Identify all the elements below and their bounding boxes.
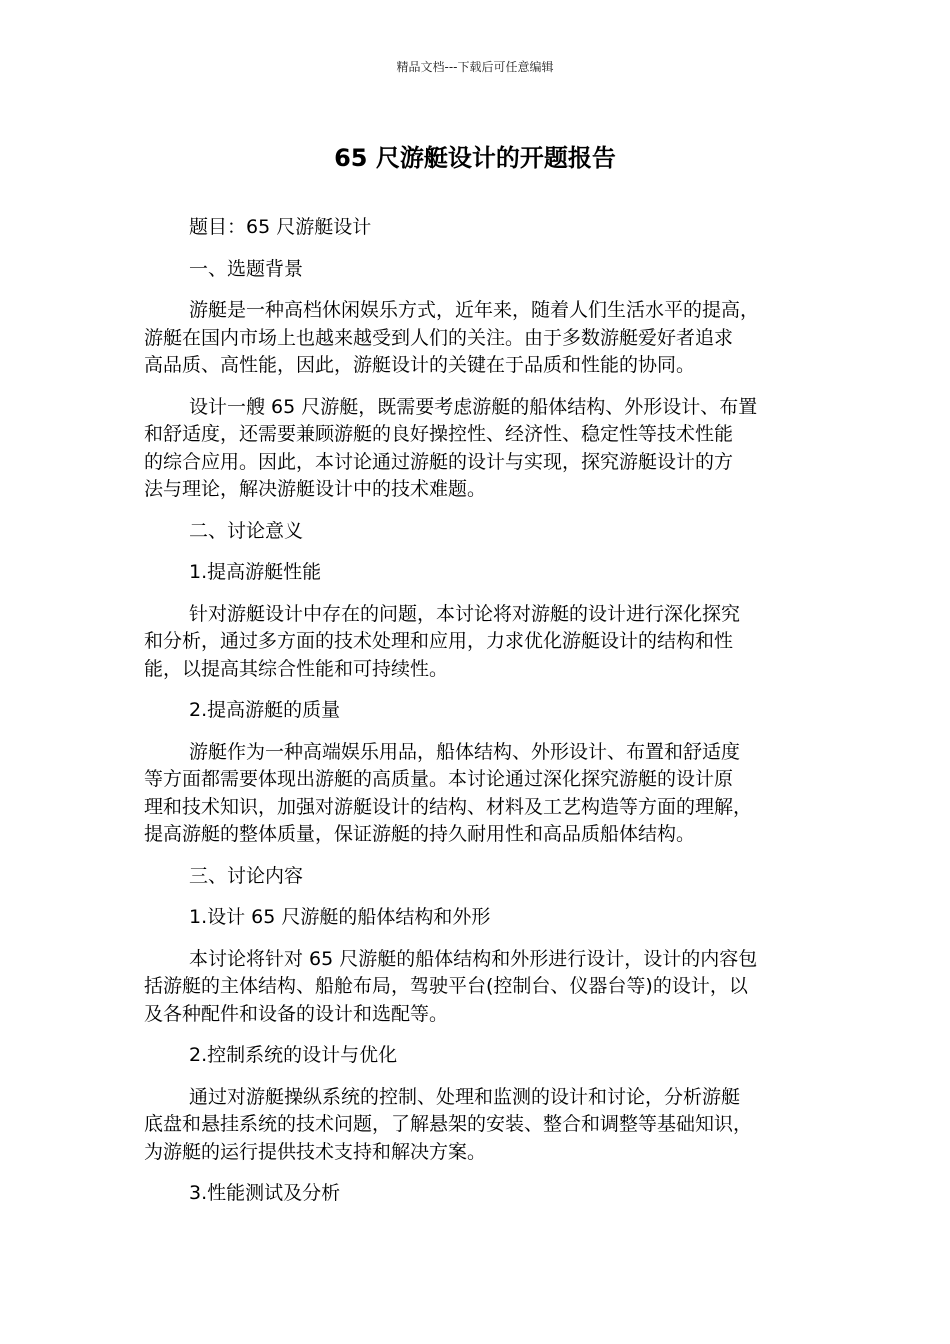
paragraph-background-2 bbox=[144, 394, 808, 504]
subheading-hull-design: 1.设计 65 尺游艇的船体结构和外形 bbox=[189, 906, 491, 928]
paragraph-line: 和舒适度，还需要兼顾游艇的良好操控性、经济性、稳定性等技术性能 bbox=[144, 423, 734, 445]
paragraph-improve-performance bbox=[144, 601, 808, 684]
paragraph-line: 理和技术知识，加强对游艇设计的结构、材料及工艺构造等方面的理解， bbox=[144, 795, 753, 818]
section-heading-significance: 二、讨论意义 bbox=[189, 519, 304, 542]
paragraph-line: 和分析，通过多方面的技术处理和应用，力求优化游艇设计的结构和性 bbox=[144, 630, 734, 652]
paragraph-line: 括游艇的主体结构、船舱布局，驾驶平台(控制台、仪器台等)的设计，以 bbox=[144, 975, 748, 997]
paragraph-background-1 bbox=[144, 297, 808, 380]
paragraph-line: 底盘和悬挂系统的技术问题，了解悬架的安装、整合和调整等基础知识， bbox=[144, 1113, 753, 1135]
paragraph-line: 游艇在国内市场上也越来越受到人们的关注。由于多数游艇爱好者追求 bbox=[144, 326, 734, 349]
paragraph-control-system bbox=[144, 1084, 808, 1167]
paragraph-line: 等方面都需要体现出游艇的高质量。本讨论通过深化探究游艇的设计原 bbox=[144, 768, 734, 790]
paragraph-line: 设计一艘 65 尺游艇，既需要考虑游艇的船体结构、外形设计、布置 bbox=[189, 395, 758, 418]
paragraph-line: 的综合应用。因此，本讨论通过游艇的设计与实现，探究游艇设计的方 bbox=[144, 450, 734, 473]
document-title: 65 尺游艇设计的开题报告 bbox=[334, 144, 616, 172]
paragraph-line: 法与理论，解决游艇设计中的技术难题。 bbox=[144, 478, 487, 500]
paragraph-line: 提高游艇的整体质量，保证游艇的持久耐用性和高品质船体结构。 bbox=[144, 823, 696, 845]
paragraph-line: 本讨论将针对 65 尺游艇的船体结构和外形进行设计，设计的内容包 bbox=[189, 947, 758, 970]
paragraph-line: 及各种配件和设备的设计和选配等。 bbox=[144, 1002, 449, 1025]
paragraph-line: 通过对游艇操纵系统的控制、处理和监测的设计和讨论，分析游艇 bbox=[189, 1085, 741, 1108]
page-header-note: 精品文档---下载后可任意编辑 bbox=[396, 60, 554, 74]
subject-line: 题目：65 尺游艇设计 bbox=[189, 216, 372, 238]
section-heading-background: 一、选题背景 bbox=[189, 257, 304, 280]
paragraph-line: 游艇是一种高档休闲娱乐方式，近年来，随着人们生活水平的提高， bbox=[189, 299, 760, 321]
subheading-improve-performance: 1.提高游艇性能 bbox=[189, 561, 322, 583]
paragraph-line: 为游艇的运行提供技术支持和解决方案。 bbox=[144, 1140, 487, 1163]
paragraph-line: 能，以提高其综合性能和可持续性。 bbox=[144, 657, 449, 680]
subheading-control-system: 2.控制系统的设计与优化 bbox=[189, 1044, 398, 1066]
paragraph-line: 高品质、高性能，因此，游艇设计的关键在于品质和性能的协同。 bbox=[144, 354, 696, 376]
document-body bbox=[144, 214, 808, 1222]
subheading-performance-testing: 3.性能测试及分析 bbox=[189, 1182, 341, 1204]
paragraph-improve-quality bbox=[144, 739, 808, 849]
paragraph-hull-design bbox=[144, 946, 808, 1029]
subheading-improve-quality: 2.提高游艇的质量 bbox=[189, 699, 341, 721]
paragraph-line: 针对游艇设计中存在的问题，本讨论将对游艇的设计进行深化探究 bbox=[189, 602, 741, 625]
paragraph-line: 游艇作为一种高端娱乐用品，船体结构、外形设计、布置和舒适度 bbox=[189, 740, 741, 763]
section-heading-content: 三、讨论内容 bbox=[189, 864, 304, 887]
